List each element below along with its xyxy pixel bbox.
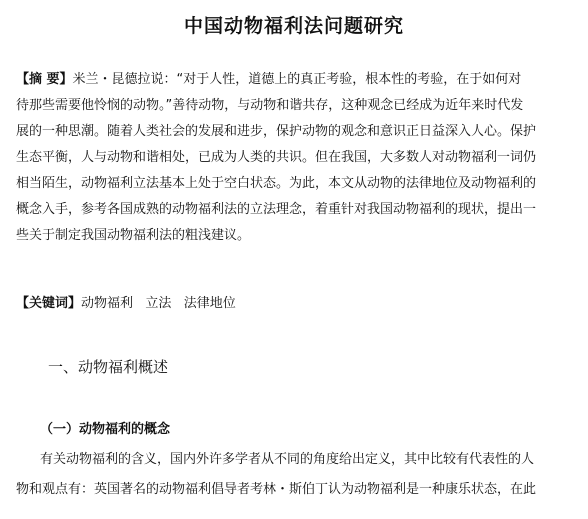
abstract-line-5: 相当陌生，动物福利立法基本上处于空白状态。为此，本文从动物的法律地位及动物福利的 xyxy=(16,176,537,191)
section-heading: 一、动物福利概述 xyxy=(48,358,169,376)
document-title: 中国动物福利法问题研究 xyxy=(183,15,404,37)
abstract-label: 【摘 要】 xyxy=(16,72,73,87)
abstract-line-2: 待那些需要他怜悯的动物。”善待动物，与动物和谐共存，这种观念已经成为近年来时代发 xyxy=(16,98,524,113)
abstract-line-4: 生态平衡，人与动物和谐相处，已成为人类的共识。但在我国，大多数人对动物福利一词仍 xyxy=(16,150,537,165)
abstract-line-3: 展的一种思潮。随着人类社会的发展和进步，保护动物的观念和意识正日益深入人心。保护 xyxy=(16,124,537,139)
keywords-line xyxy=(16,295,236,313)
keywords-text: 动物福利 立法 法律地位 xyxy=(81,296,236,311)
abstract-line-1 xyxy=(16,71,521,89)
body-line-1: 有关动物福利的含义，国内外许多学者从不同的角度给出定义，其中比较有代表性的人 xyxy=(40,452,535,467)
subsection-heading: （一）动物福利的概念 xyxy=(40,422,171,437)
keywords-label: 【关键词】 xyxy=(16,296,82,311)
abstract-text-1: 米兰・昆德拉说：“对于人性，道德上的真正考验，根本性的考验，在于如何对 xyxy=(72,72,522,87)
abstract-line-6: 概念入手，参考各国成熟的动物福利法的立法理念，着重针对我国动物福利的现状，提出一 xyxy=(16,202,537,217)
abstract-line-7: 些关于制定我国动物福利法的粗浅建议。 xyxy=(16,228,251,243)
body-line-2: 物和观点有：英国著名的动物福利倡导者考林・斯伯丁认为动物福利是一种康乐状态，在此 xyxy=(16,482,537,497)
